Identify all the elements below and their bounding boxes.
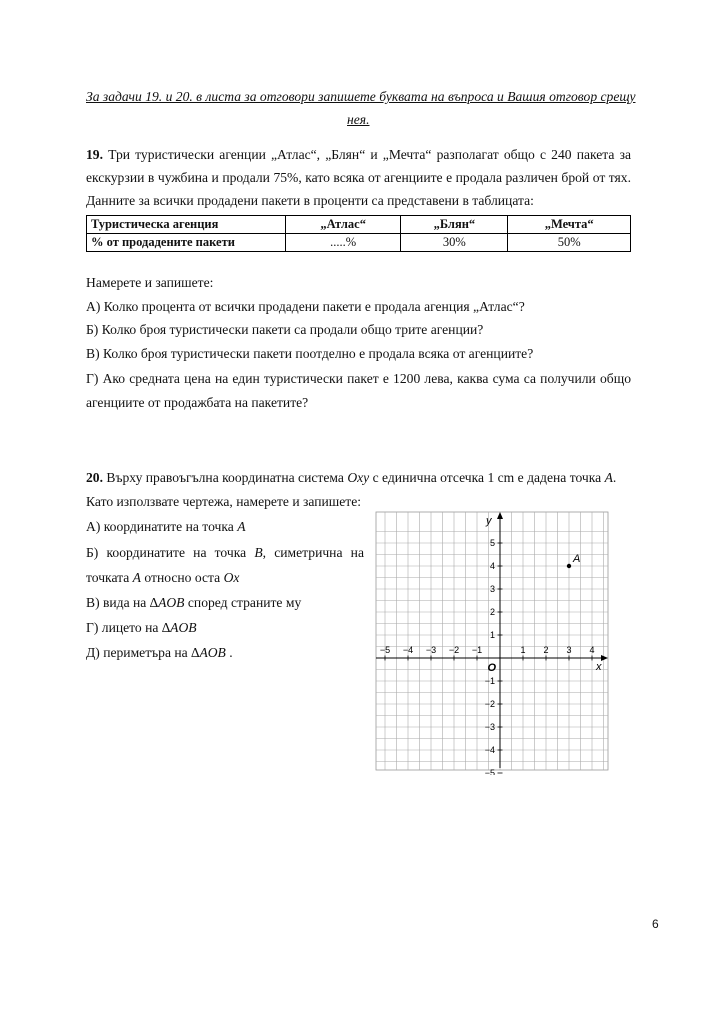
q20-intro-mid: с единична отсечка 1 cm е дадена точка	[369, 470, 605, 485]
x-tick-label: 1	[520, 645, 526, 655]
q20-question-b-line-2	[86, 570, 239, 587]
q19-question-d-line-2: агенциите от продажбата на пакетите?	[86, 395, 309, 410]
q20-e-text-2: .	[225, 645, 233, 660]
q20-intro-var: Oxy	[347, 470, 370, 485]
table-cell: .....%	[286, 234, 401, 252]
q19-find: Намерете и запишете:	[86, 275, 214, 290]
y-tick-label: 3	[489, 584, 495, 594]
y-tick-label: −5	[484, 768, 495, 775]
table-header-row	[87, 216, 631, 234]
x-tick-label: 4	[589, 645, 595, 655]
x-tick-label: −4	[402, 645, 414, 655]
q20-a-text: А) координатите на точка	[86, 519, 238, 534]
table-header-cell: „Мечта“	[508, 216, 631, 234]
table-header-cell: „Атлас“	[286, 216, 401, 234]
q20-b-text-2: , симетрична на	[262, 545, 364, 560]
q19-intro-line-3: Данните за всички продадени пакети в проценти са представени в таблицата:	[86, 193, 534, 208]
table-row	[87, 234, 631, 252]
y-tick-label: 2	[489, 607, 495, 617]
table-header-cell: „Блян“	[401, 216, 508, 234]
x-axis-arrow	[601, 655, 608, 661]
origin-label: O	[487, 662, 496, 674]
point-a	[567, 564, 571, 568]
q20-intro-point: A	[604, 470, 613, 485]
y-tick-label: −3	[484, 722, 495, 732]
y-tick-label: 5	[489, 538, 495, 548]
q20-c-text: В) вида на	[86, 595, 150, 610]
q19-table	[86, 215, 631, 252]
q20-b-var: B	[254, 545, 263, 560]
q20-d-tri: ∆AOB	[161, 620, 197, 635]
q19-question-a: А) Колко процента от всички продадени пакети е продала агенция „Атлас“?	[86, 299, 525, 314]
q20-b-axis: Ox	[223, 570, 240, 585]
q20-number: 20.	[86, 470, 103, 485]
q20-question-c	[86, 595, 301, 612]
y-axis-label: y	[486, 515, 492, 527]
y-tick-label: 1	[489, 630, 495, 640]
x-tick-label: 3	[566, 645, 572, 655]
q20-b-text-4: относно оста	[140, 570, 224, 585]
q20-using: Като използвате чертежа, намерете и запишете:	[86, 494, 362, 509]
page-number: 6	[652, 917, 659, 931]
table-cell: % от продадените пакети	[87, 234, 286, 252]
q20-d-text: Г) лицето на	[86, 620, 162, 635]
q20-e-tri: ∆AOB	[191, 645, 226, 660]
q20-b-text-3: точката	[86, 570, 133, 585]
x-tick-label: −3	[425, 645, 437, 655]
q19-intro-line-1	[86, 147, 631, 164]
q20-question-a	[86, 519, 246, 536]
x-tick-label: −1	[471, 645, 483, 655]
y-tick-label: −4	[484, 745, 495, 755]
y-axis-arrow	[497, 512, 503, 519]
q20-a-var: A	[237, 519, 246, 534]
q19-question-b: Б) Колко броя туристически пакети са продали общо трите агенции?	[86, 322, 484, 337]
q20-question-d	[86, 620, 197, 637]
q19-number: 19.	[86, 147, 103, 162]
y-tick-label: −2	[484, 699, 495, 709]
q20-intro	[86, 470, 616, 487]
table-cell: 30%	[401, 234, 508, 252]
q20-question-e	[86, 645, 233, 662]
q19-question-d-line-1: Г) Ако средната цена на един туристически пакет е 1200 лева, каква сума са получили общо	[86, 371, 631, 386]
q20-intro-pre: Върху правоъгълна координатна система	[106, 470, 348, 485]
q19-question-c: В) Колко броя туристически пакети поотделно е продала всяка от агенциите?	[86, 346, 534, 361]
x-tick-label: 2	[543, 645, 549, 655]
q19-intro-line-2: екскурзии в чужбина и продали 75%, като всяка от агенциите е продала различен брой от тях.	[86, 170, 631, 185]
table-cell: 50%	[508, 234, 631, 252]
q20-b-var-2: A	[132, 570, 141, 585]
q20-question-b-line-1	[86, 545, 364, 562]
instruction-line-2: нея.	[347, 112, 370, 127]
q20-intro-end: .	[612, 470, 617, 485]
x-axis-label: x	[596, 661, 602, 673]
q20-c-tri: ∆AOB	[149, 595, 185, 610]
coordinate-system	[372, 510, 612, 775]
point-a-label: A	[573, 553, 581, 565]
instruction-line-1: За задачи 19. и 20. в листа за отговори запишете буквата на въпроса и Вашия отговор срещу	[86, 89, 636, 104]
x-tick-label: −2	[448, 645, 460, 655]
table-header-cell: Туристическа агенция	[87, 216, 286, 234]
y-tick-label: −1	[484, 676, 495, 686]
q19-intro-text-1: Три туристически агенции „Атлас“, „Блян“ и „Мечта“ разполагат общо с 240 пакета за	[108, 147, 631, 162]
q20-e-text: Д) периметъра на	[86, 645, 192, 660]
x-tick-label: −5	[379, 645, 391, 655]
q20-b-text-1: Б) координатите на точка	[86, 545, 255, 560]
y-tick-label: 4	[489, 561, 495, 571]
q20-c-text-2: според страните му	[184, 595, 302, 610]
